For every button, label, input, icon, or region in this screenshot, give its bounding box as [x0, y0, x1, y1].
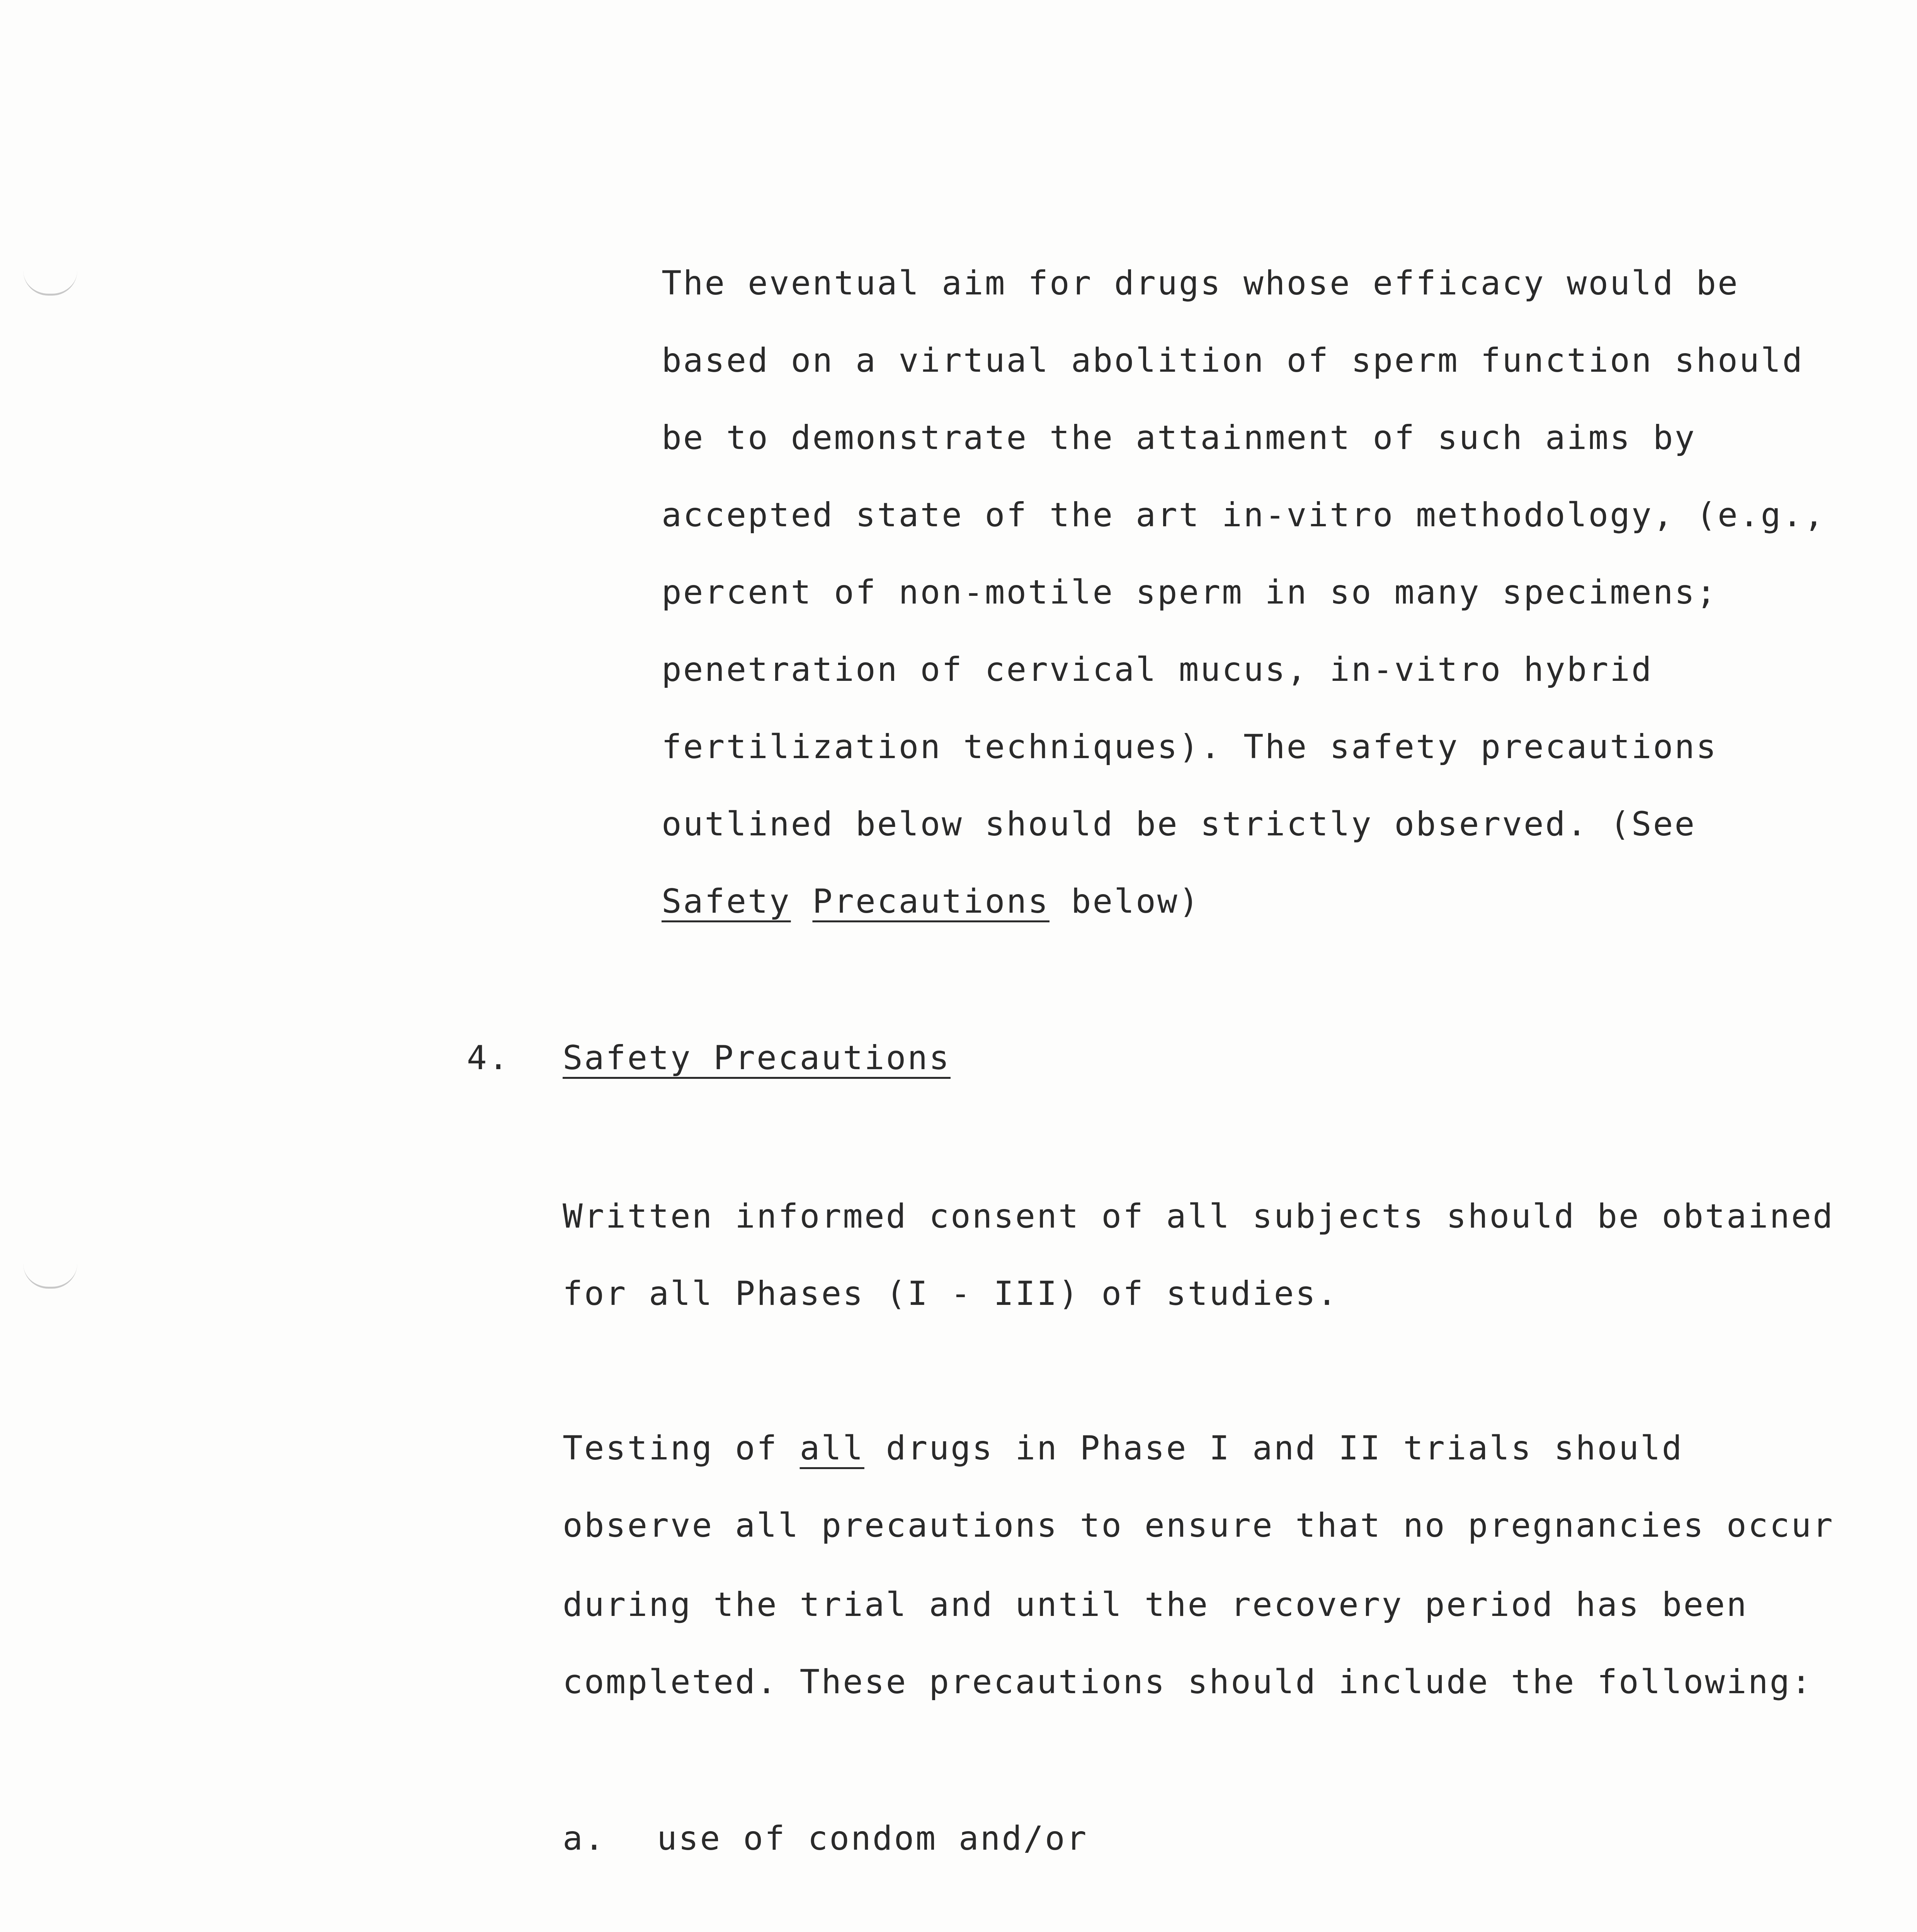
- all-underlined-text: all: [799, 1429, 864, 1468]
- paragraph1-line-2: based on a virtual abolition of sperm function should: [662, 341, 1804, 380]
- testing-line-1-before: Testing of: [563, 1429, 778, 1468]
- list-item-a-text: use of condom and/or: [657, 1819, 1088, 1858]
- section-title: Safety Precautions: [563, 1039, 951, 1077]
- paragraph1-line-7: fertilization techniques). The safety precautions: [662, 728, 1718, 766]
- consent-line-2: for all Phases (I - III) of studies.: [563, 1274, 1339, 1313]
- safety-underlined-text: Safety: [662, 882, 791, 921]
- paragraph1-line-8: outlined below should be strictly observed. (See: [662, 805, 1696, 844]
- paragraph1-line-6: penetration of cervical mucus, in-vitro hybrid: [662, 650, 1653, 689]
- consent-line-1: Written informed consent of all subjects should be obtained: [563, 1197, 1834, 1236]
- testing-line-2: observe all precautions to ensure that no pregnancies occur: [563, 1506, 1834, 1545]
- section-number: 4.: [467, 1039, 510, 1077]
- list-item-a-label: a.: [563, 1819, 606, 1858]
- testing-line-4: completed. These precautions should include the following:: [563, 1663, 1813, 1701]
- testing-line-3: during the trial and until the recovery period has been: [563, 1585, 1748, 1624]
- paragraph1-line-4: accepted state of the art in-vitro methodology, (e.g.,: [662, 496, 1825, 534]
- paragraph1-line-1: The eventual aim for drugs whose efficacy would be: [662, 264, 1739, 303]
- binder-mark-middle: [23, 1264, 77, 1289]
- precautions-underlined-text: Precautions: [812, 882, 1050, 921]
- binder-mark-top: [23, 270, 77, 296]
- paragraph1-line-5: percent of non-motile sperm in so many specimens;: [662, 573, 1718, 612]
- testing-line-1-after: drugs in Phase I and II trials should: [886, 1429, 1684, 1468]
- paragraph1-line-9: [662, 882, 1201, 921]
- below-text: below): [1071, 882, 1201, 921]
- paragraph1-line-3: be to demonstrate the attainment of such aims by: [662, 418, 1696, 457]
- testing-line-1: [563, 1429, 1684, 1468]
